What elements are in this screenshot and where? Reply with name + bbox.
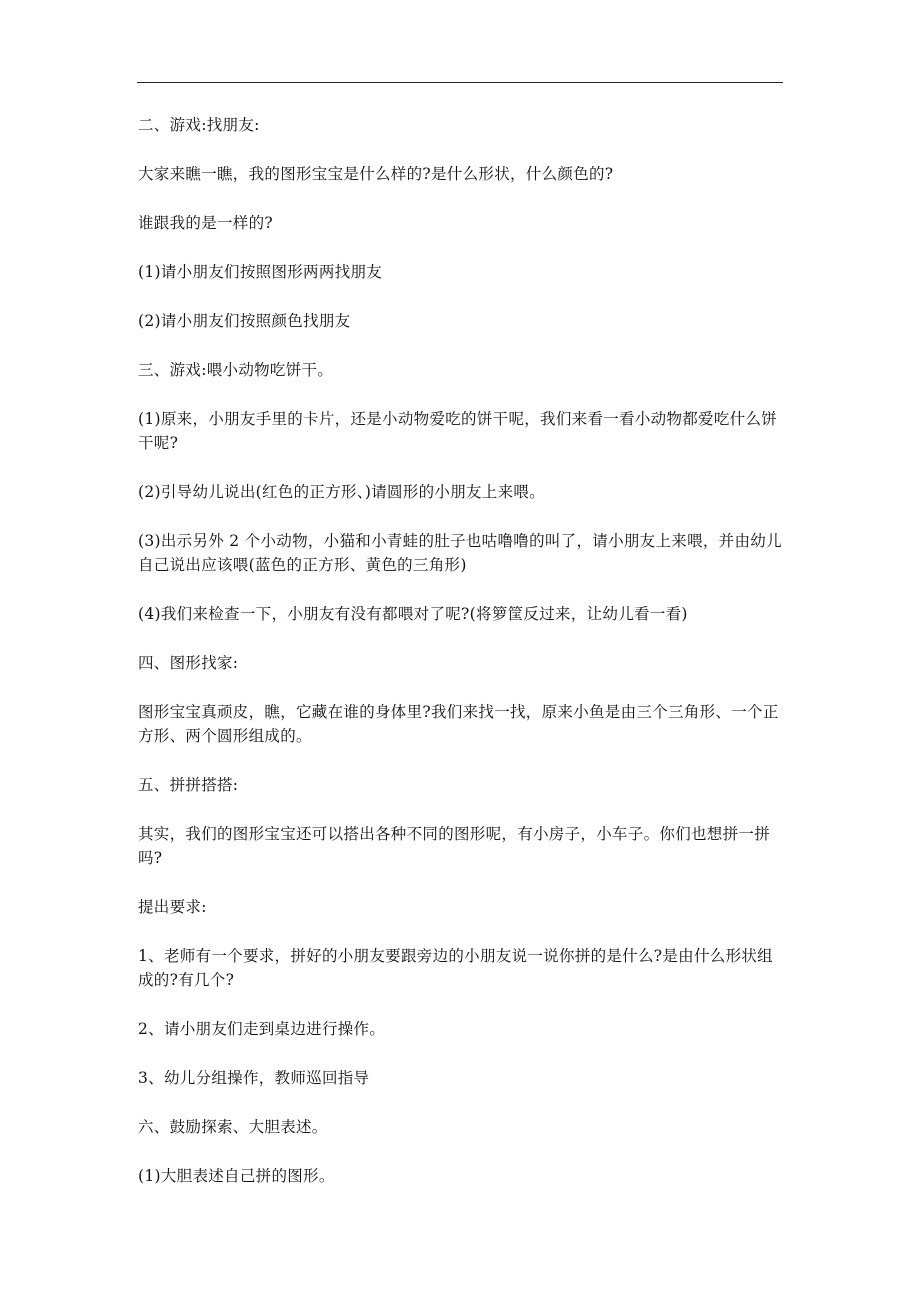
section-heading-5: 五、拼拼搭搭: [138,776,239,794]
subheading: 提出要求: [138,898,207,916]
list-item: 2、请小朋友们走到桌边进行操作。 [138,1020,386,1038]
section-heading-4: 四、图形找家: [138,654,239,672]
list-item: (2)请小朋友们按照颜色找朋友 [138,312,351,330]
section-heading-2: 二、游戏:找朋友: [138,116,260,134]
list-item: (1)原来，小朋友手里的卡片，还是小动物爱吃的饼干呢，我们来看一看小动物都爱吃什么饼干呢? [138,410,778,452]
list-item: 1、老师有一个要求，拼好的小朋友要跟旁边的小朋友说一说你拼的是什么?是由什么形状组成的?有几个? [138,947,773,989]
list-item: (3)出示另外 2 个小动物，小猫和小青蛙的肚子也咕噜噜的叫了，请小朋友上来喂，并由幼儿自己说出应该喂(蓝色的正方形、黄色的三角形) [138,532,782,574]
section-heading-3: 三、游戏:喂小动物吃饼干。 [138,361,334,379]
paragraph: 大家来瞧一瞧，我的图形宝宝是什么样的?是什么形状，什么颜色的? [138,165,614,183]
list-item: (1)大胆表述自己拼的图形。 [138,1167,335,1185]
document-body [138,113,784,1213]
section-heading-6: 六、鼓励探索、大胆表述。 [138,1118,328,1136]
list-item: 3、幼儿分组操作，教师巡回指导 [138,1069,370,1087]
paragraph: 谁跟我的是一样的? [138,214,274,232]
list-item: (4)我们来检查一下，小朋友有没有都喂对了呢?(将箩筐反过来，让幼儿看一看) [138,605,688,623]
paragraph: 其实，我们的图形宝宝还可以搭出各种不同的图形呢，有小房子，小车子。你们也想拼一拼吗? [138,825,771,867]
paragraph: 图形宝宝真顽皮，瞧，它藏在谁的身体里?我们来找一找，原来小鱼是由三个三角形、一个正方形、两个圆形组成的。 [138,703,779,745]
list-item: (1)请小朋友们按照图形两两找朋友 [138,263,383,281]
header-rule [137,82,783,83]
list-item: (2)引导幼儿说出(红色的正方形、)请圆形的小朋友上来喂。 [138,483,546,501]
